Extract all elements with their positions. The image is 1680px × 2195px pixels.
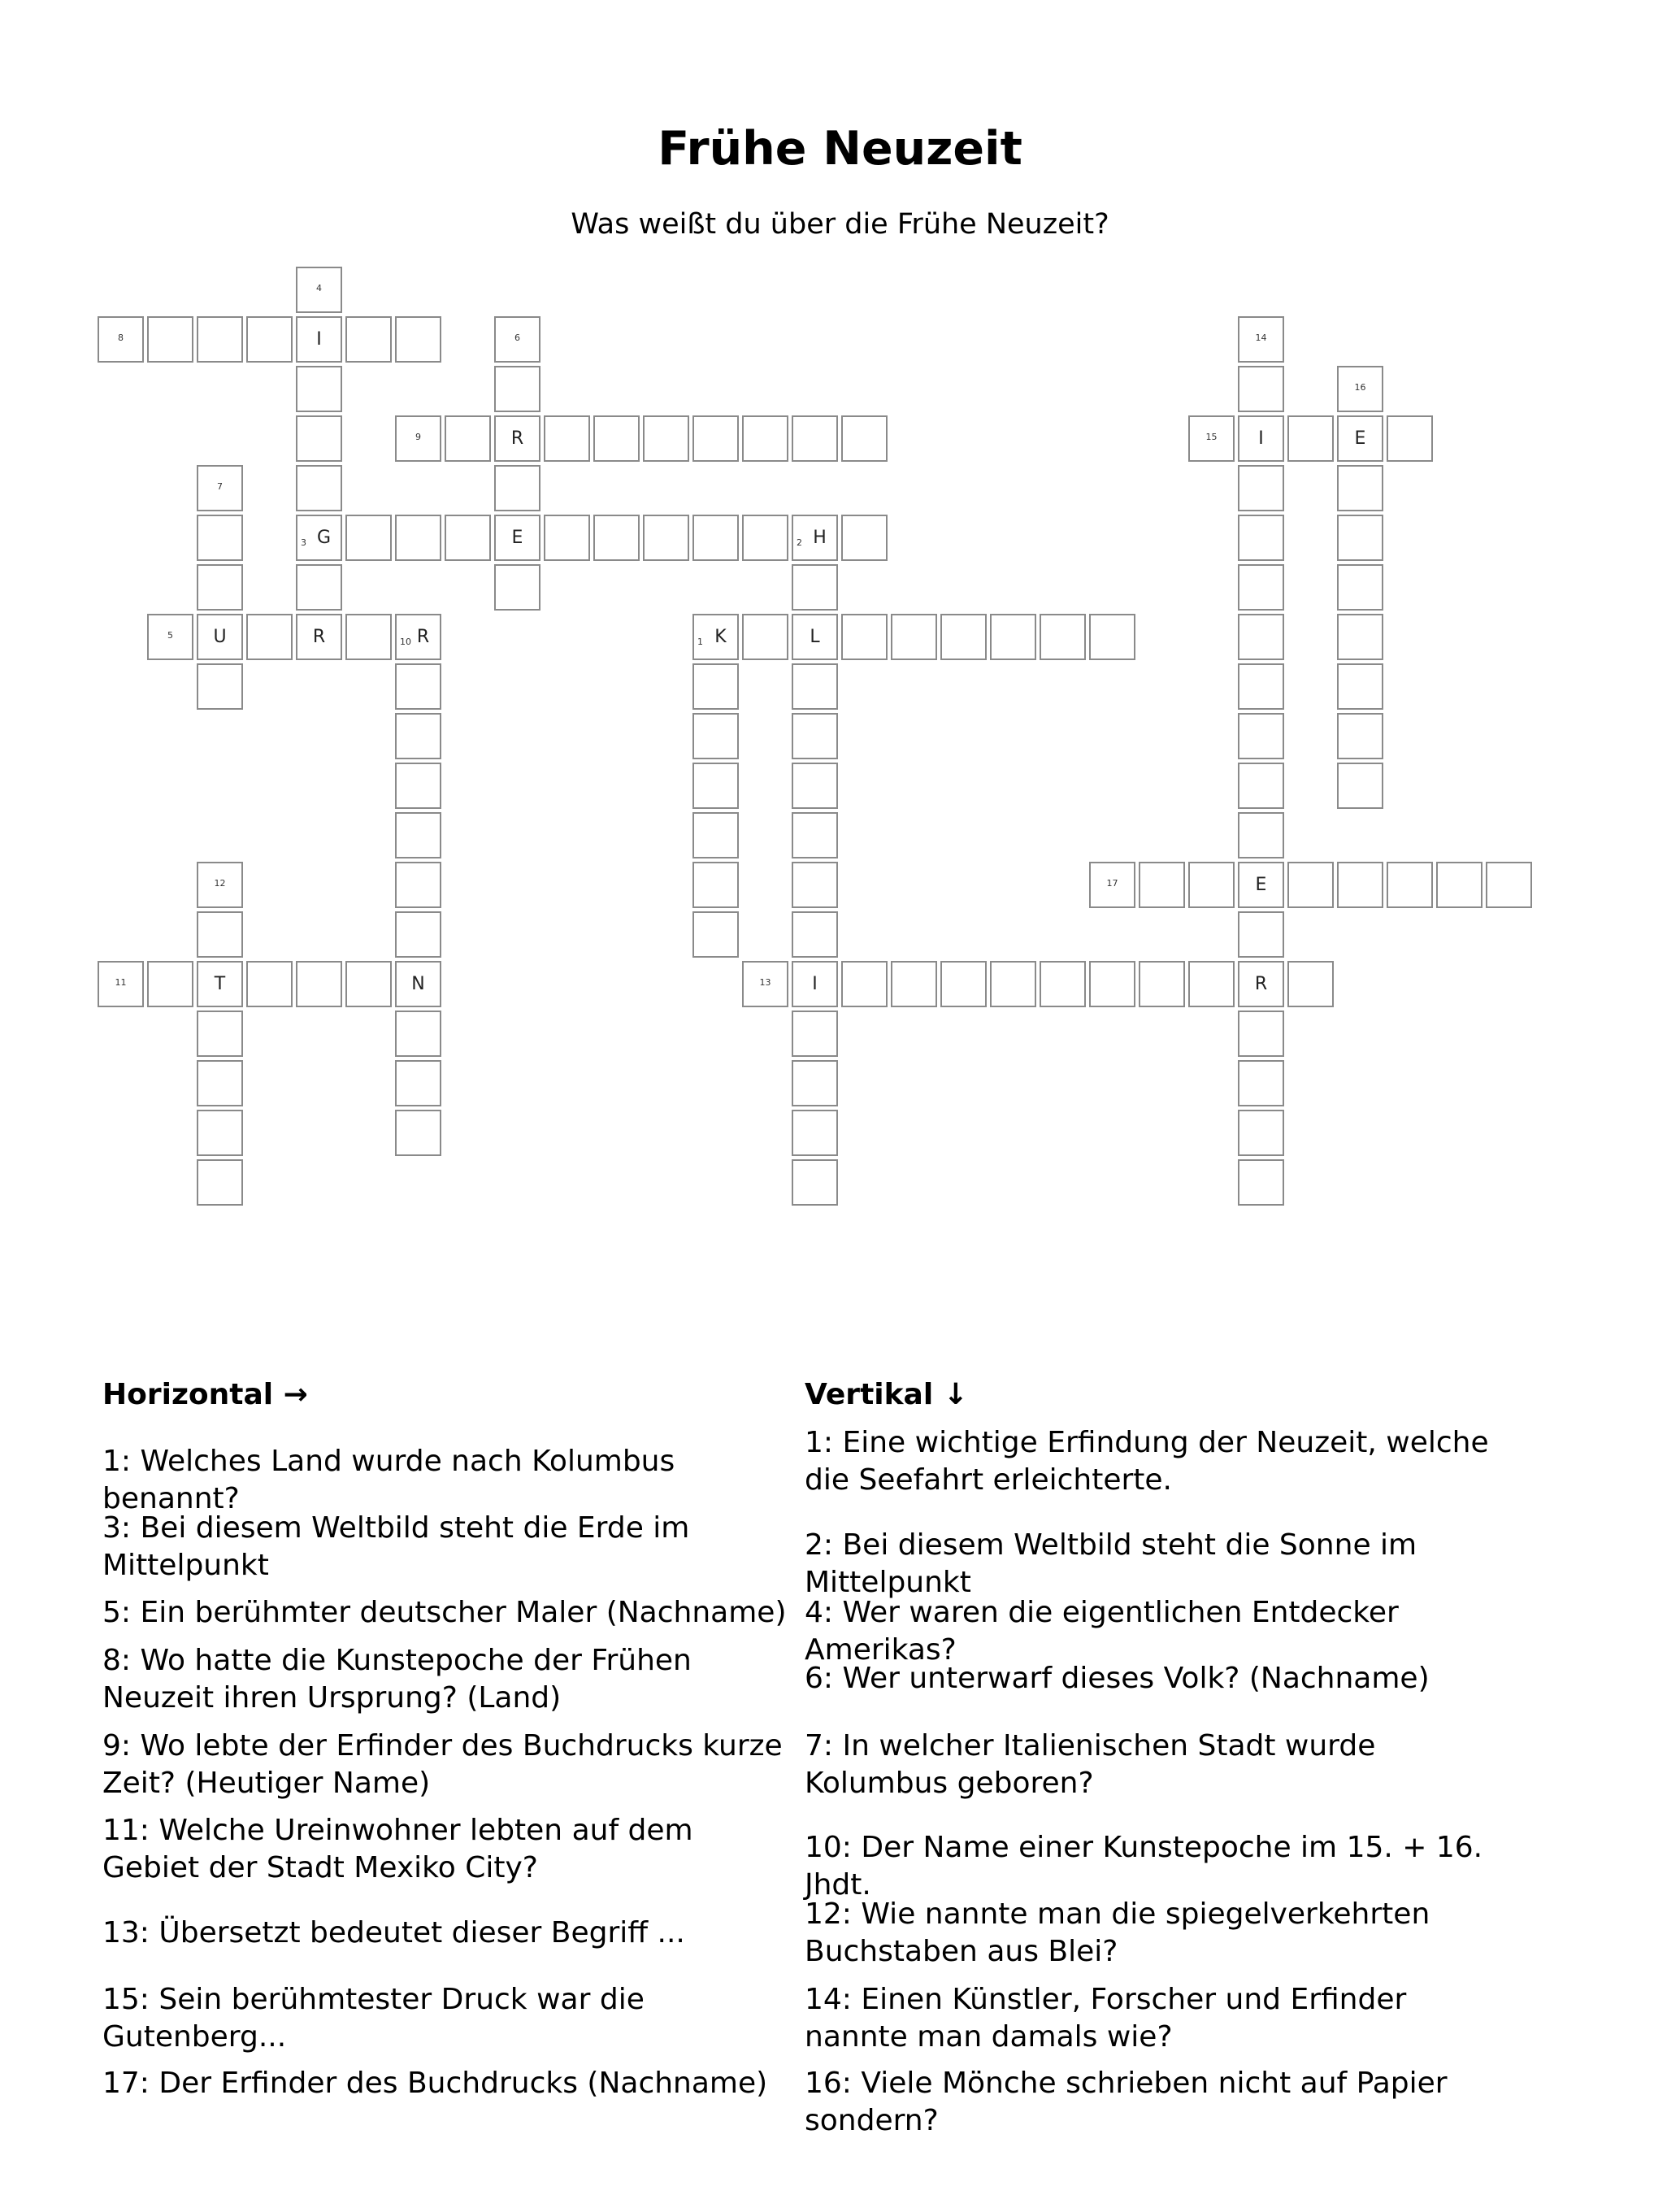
grid-cell[interactable] bbox=[692, 911, 739, 958]
grid-cell[interactable] bbox=[395, 763, 441, 809]
clue-horizontal-15: 15: Sein berühmtester Druck war die Gutenberg... bbox=[102, 1983, 645, 2054]
grid-cell[interactable] bbox=[1337, 663, 1383, 710]
grid-cell[interactable] bbox=[98, 316, 144, 363]
grid-cell[interactable] bbox=[345, 515, 392, 561]
grid-cell[interactable] bbox=[692, 713, 739, 759]
clue-number: 5 bbox=[167, 630, 173, 641]
grid-cell[interactable] bbox=[395, 812, 441, 858]
grid-cell[interactable] bbox=[1139, 862, 1185, 908]
grid-cell[interactable] bbox=[1337, 614, 1383, 660]
clue-number: 15 bbox=[1205, 432, 1218, 442]
grid-cell[interactable] bbox=[692, 663, 739, 710]
grid-cell[interactable] bbox=[197, 1110, 243, 1156]
grid-cell[interactable] bbox=[792, 415, 838, 462]
grid-cell[interactable] bbox=[395, 862, 441, 908]
grid-cell[interactable] bbox=[197, 614, 243, 660]
grid-cell[interactable] bbox=[395, 614, 441, 660]
grid-cell[interactable] bbox=[395, 515, 441, 561]
grid-cell[interactable] bbox=[593, 515, 640, 561]
grid-cell[interactable] bbox=[197, 316, 243, 363]
grid-cell[interactable] bbox=[544, 515, 590, 561]
grid-cell[interactable] bbox=[1040, 961, 1086, 1007]
grid-cell[interactable] bbox=[1337, 862, 1383, 908]
grid-cell[interactable] bbox=[1486, 862, 1532, 908]
grid-cell[interactable] bbox=[395, 911, 441, 958]
clue-vertical-2: 2: Bei diesem Weltbild steht die Sonne im Mittelpunkt bbox=[805, 1528, 1417, 1599]
grid-cell[interactable] bbox=[395, 415, 441, 462]
grid-cell[interactable] bbox=[1287, 961, 1334, 1007]
grid-cell[interactable] bbox=[891, 961, 937, 1007]
given-letter: E bbox=[511, 528, 523, 548]
grid-cell[interactable] bbox=[296, 316, 342, 363]
grid-cell[interactable] bbox=[692, 812, 739, 858]
grid-cell[interactable] bbox=[197, 1060, 243, 1106]
grid-cell[interactable] bbox=[593, 415, 640, 462]
grid-cell[interactable] bbox=[98, 961, 144, 1007]
grid-cell[interactable] bbox=[345, 316, 392, 363]
grid-cell[interactable] bbox=[1337, 415, 1383, 462]
clue-vertical-1: 1: Eine wichtige Erfindung der Neuzeit, welche die Seefahrt erleichterte. bbox=[805, 1426, 1489, 1497]
given-letter: I bbox=[316, 329, 322, 350]
grid-cell[interactable] bbox=[296, 267, 342, 313]
grid-cell[interactable] bbox=[1287, 415, 1334, 462]
grid-cell[interactable] bbox=[692, 614, 739, 660]
grid-cell[interactable] bbox=[1238, 316, 1284, 363]
grid-cell[interactable] bbox=[1337, 713, 1383, 759]
grid-cell[interactable] bbox=[494, 415, 540, 462]
grid-cell[interactable] bbox=[1238, 961, 1284, 1007]
grid-cell[interactable] bbox=[1188, 862, 1235, 908]
grid-cell[interactable] bbox=[940, 961, 987, 1007]
clue-horizontal-8: 8: Wo hatte die Kunstepoche der Frühen Neuzeit ihren Ursprung? (Land) bbox=[102, 1644, 692, 1715]
grid-cell[interactable] bbox=[345, 961, 392, 1007]
grid-cell[interactable] bbox=[792, 713, 838, 759]
grid-cell[interactable] bbox=[940, 614, 987, 660]
vertical-clues-heading: Vertikal ↓ bbox=[805, 1378, 968, 1411]
given-letter: K bbox=[714, 627, 727, 647]
grid-cell[interactable] bbox=[246, 316, 293, 363]
horizontal-clues-heading: Horizontal → bbox=[102, 1378, 308, 1411]
grid-cell[interactable] bbox=[643, 415, 689, 462]
clue-number: 1 bbox=[697, 637, 703, 647]
grid-cell[interactable] bbox=[792, 763, 838, 809]
grid-cell[interactable] bbox=[494, 465, 540, 511]
clue-number: 17 bbox=[1106, 878, 1118, 889]
grid-cell[interactable] bbox=[792, 1060, 838, 1106]
clue-number: 11 bbox=[115, 977, 127, 988]
grid-cell[interactable] bbox=[692, 415, 739, 462]
grid-cell[interactable] bbox=[296, 415, 342, 462]
grid-cell[interactable] bbox=[1238, 564, 1284, 611]
grid-cell[interactable] bbox=[197, 911, 243, 958]
grid-cell[interactable] bbox=[1089, 961, 1135, 1007]
grid-cell[interactable] bbox=[296, 515, 342, 561]
grid-cell[interactable] bbox=[792, 911, 838, 958]
given-letter: U bbox=[213, 627, 227, 647]
grid-cell[interactable] bbox=[494, 316, 540, 363]
grid-cell[interactable] bbox=[643, 515, 689, 561]
grid-cell[interactable] bbox=[1387, 415, 1433, 462]
grid-cell[interactable] bbox=[841, 515, 888, 561]
clue-number: 10 bbox=[400, 637, 411, 647]
grid-cell[interactable] bbox=[395, 961, 441, 1007]
grid-cell[interactable] bbox=[544, 415, 590, 462]
given-letter: E bbox=[1255, 875, 1267, 895]
clue-vertical-4: 4: Wer waren die eigentlichen Entdecker Amerikas? bbox=[805, 1596, 1399, 1667]
given-letter: R bbox=[416, 627, 430, 647]
grid-cell[interactable] bbox=[1238, 415, 1284, 462]
grid-cell[interactable] bbox=[792, 1011, 838, 1057]
grid-cell[interactable] bbox=[841, 961, 888, 1007]
clue-horizontal-13: 13: Übersetzt bedeutet dieser Begriff ... bbox=[102, 1916, 685, 1949]
grid-cell[interactable] bbox=[1337, 465, 1383, 511]
grid-cell[interactable] bbox=[792, 564, 838, 611]
grid-cell[interactable] bbox=[395, 1011, 441, 1057]
grid-cell[interactable] bbox=[197, 465, 243, 511]
grid-cell[interactable] bbox=[692, 862, 739, 908]
grid-cell[interactable] bbox=[445, 515, 491, 561]
clue-number: 3 bbox=[301, 537, 306, 548]
grid-cell[interactable] bbox=[197, 961, 243, 1007]
given-letter: G bbox=[316, 528, 332, 548]
clue-vertical-7: 7: In welcher Italienischen Stadt wurde Kolumbus geboren? bbox=[805, 1729, 1376, 1800]
grid-cell[interactable] bbox=[990, 614, 1036, 660]
grid-cell[interactable] bbox=[494, 366, 540, 412]
clue-horizontal-1: 1: Welches Land wurde nach Kolumbus benannt? bbox=[102, 1445, 675, 1515]
clue-vertical-16: 16: Viele Mönche schrieben nicht auf Papier sondern? bbox=[805, 2067, 1448, 2137]
grid-cell[interactable] bbox=[1238, 862, 1284, 908]
grid-cell[interactable] bbox=[1238, 614, 1284, 660]
grid-cell[interactable] bbox=[1238, 911, 1284, 958]
grid-cell[interactable] bbox=[792, 663, 838, 710]
clue-number: 4 bbox=[316, 283, 322, 293]
grid-cell[interactable] bbox=[1337, 515, 1383, 561]
grid-cell[interactable] bbox=[197, 663, 243, 710]
grid-cell[interactable] bbox=[1387, 862, 1433, 908]
grid-cell[interactable] bbox=[1337, 763, 1383, 809]
grid-cell[interactable] bbox=[1139, 961, 1185, 1007]
grid-cell[interactable] bbox=[395, 663, 441, 710]
grid-cell[interactable] bbox=[395, 713, 441, 759]
given-letter: R bbox=[312, 627, 326, 647]
grid-cell[interactable] bbox=[296, 564, 342, 611]
grid-cell[interactable] bbox=[1337, 564, 1383, 611]
grid-cell[interactable] bbox=[1238, 713, 1284, 759]
grid-cell[interactable] bbox=[197, 1159, 243, 1206]
grid-cell[interactable] bbox=[841, 415, 888, 462]
clue-number: 2 bbox=[797, 537, 802, 548]
grid-cell[interactable] bbox=[147, 316, 193, 363]
grid-cell[interactable] bbox=[1238, 1011, 1284, 1057]
grid-cell[interactable] bbox=[345, 614, 392, 660]
grid-cell[interactable] bbox=[395, 1110, 441, 1156]
grid-cell[interactable] bbox=[792, 614, 838, 660]
clue-horizontal-5: 5: Ein berühmter deutscher Maler (Nachname) bbox=[102, 1596, 787, 1629]
clue-number: 6 bbox=[514, 333, 520, 343]
grid-cell[interactable] bbox=[1436, 862, 1482, 908]
grid-cell[interactable] bbox=[1238, 663, 1284, 710]
clue-number: 9 bbox=[415, 432, 421, 442]
grid-cell[interactable] bbox=[197, 515, 243, 561]
grid-cell[interactable] bbox=[1238, 1060, 1284, 1106]
given-letter: E bbox=[1354, 428, 1366, 449]
grid-cell[interactable] bbox=[792, 1159, 838, 1206]
clue-number: 12 bbox=[214, 878, 226, 889]
clue-number: 8 bbox=[118, 333, 124, 343]
grid-cell[interactable] bbox=[296, 465, 342, 511]
grid-cell[interactable] bbox=[1287, 862, 1334, 908]
grid-cell[interactable] bbox=[395, 316, 441, 363]
grid-cell[interactable] bbox=[1238, 366, 1284, 412]
grid-cell[interactable] bbox=[1238, 1110, 1284, 1156]
given-letter: I bbox=[1258, 428, 1264, 449]
grid-cell[interactable] bbox=[792, 1110, 838, 1156]
given-letter: R bbox=[510, 428, 524, 449]
clue-horizontal-9: 9: Wo lebte der Erfinder des Buchdrucks kurze Zeit? (Heutiger Name) bbox=[102, 1729, 783, 1800]
given-letter: L bbox=[810, 627, 820, 647]
grid-cell[interactable] bbox=[1238, 515, 1284, 561]
page-title: Frühe Neuzeit bbox=[658, 122, 1022, 176]
grid-cell[interactable] bbox=[296, 614, 342, 660]
clue-number: 7 bbox=[217, 481, 223, 492]
grid-cell[interactable] bbox=[445, 415, 491, 462]
clue-vertical-10: 10: Der Name einer Kunstepoche im 15. + 16. Jhdt. bbox=[805, 1831, 1483, 1902]
grid-cell[interactable] bbox=[792, 812, 838, 858]
grid-cell[interactable] bbox=[1337, 366, 1383, 412]
clue-vertical-12: 12: Wie nannte man die spiegelverkehrten Buchstaben aus Blei? bbox=[805, 1897, 1430, 1968]
grid-cell[interactable] bbox=[197, 564, 243, 611]
grid-cell[interactable] bbox=[246, 614, 293, 660]
grid-cell[interactable] bbox=[792, 515, 838, 561]
grid-cell[interactable] bbox=[742, 614, 788, 660]
given-letter: N bbox=[411, 974, 425, 994]
clue-horizontal-11: 11: Welche Ureinwohner lebten auf dem Gebiet der Stadt Mexiko City? bbox=[102, 1814, 693, 1884]
given-letter: H bbox=[813, 528, 827, 548]
grid-cell[interactable] bbox=[1089, 862, 1135, 908]
grid-cell[interactable] bbox=[296, 961, 342, 1007]
clue-number: 13 bbox=[759, 977, 771, 988]
grid-cell[interactable] bbox=[1188, 961, 1235, 1007]
given-letter: R bbox=[1254, 974, 1268, 994]
grid-cell[interactable] bbox=[1188, 415, 1235, 462]
grid-cell[interactable] bbox=[1238, 1159, 1284, 1206]
given-letter: T bbox=[214, 974, 226, 994]
clue-number: 16 bbox=[1354, 382, 1366, 393]
grid-cell[interactable] bbox=[1238, 763, 1284, 809]
page-subtitle: Was weißt du über die Frühe Neuzeit? bbox=[571, 208, 1109, 241]
grid-cell[interactable] bbox=[692, 763, 739, 809]
grid-cell[interactable] bbox=[246, 961, 293, 1007]
clue-vertical-6: 6: Wer unterwarf dieses Volk? (Nachname) bbox=[805, 1662, 1430, 1695]
clue-horizontal-17: 17: Der Erfinder des Buchdrucks (Nachname) bbox=[102, 2067, 768, 2100]
grid-cell[interactable] bbox=[296, 366, 342, 412]
grid-cell[interactable] bbox=[1238, 465, 1284, 511]
grid-cell[interactable] bbox=[742, 515, 788, 561]
grid-cell[interactable] bbox=[197, 862, 243, 908]
grid-cell[interactable] bbox=[990, 961, 1036, 1007]
clue-vertical-14: 14: Einen Künstler, Forscher und Erfinder nannte man damals wie? bbox=[805, 1983, 1407, 2054]
grid-cell[interactable] bbox=[147, 961, 193, 1007]
given-letter: I bbox=[812, 974, 818, 994]
grid-cell[interactable] bbox=[742, 961, 788, 1007]
grid-cell[interactable] bbox=[841, 614, 888, 660]
grid-cell[interactable] bbox=[395, 1060, 441, 1106]
grid-cell[interactable] bbox=[494, 515, 540, 561]
grid-cell[interactable] bbox=[742, 415, 788, 462]
grid-cell[interactable] bbox=[692, 515, 739, 561]
grid-cell[interactable] bbox=[792, 961, 838, 1007]
clue-number: 14 bbox=[1255, 333, 1267, 343]
grid-cell[interactable] bbox=[792, 862, 838, 908]
grid-cell[interactable] bbox=[197, 1011, 243, 1057]
grid-cell[interactable] bbox=[1238, 812, 1284, 858]
grid-cell[interactable] bbox=[1089, 614, 1135, 660]
grid-cell[interactable] bbox=[494, 564, 540, 611]
grid-cell[interactable] bbox=[1040, 614, 1086, 660]
grid-cell[interactable] bbox=[891, 614, 937, 660]
clue-horizontal-3: 3: Bei diesem Weltbild steht die Erde im Mittelpunkt bbox=[102, 1511, 690, 1582]
grid-cell[interactable] bbox=[147, 614, 193, 660]
